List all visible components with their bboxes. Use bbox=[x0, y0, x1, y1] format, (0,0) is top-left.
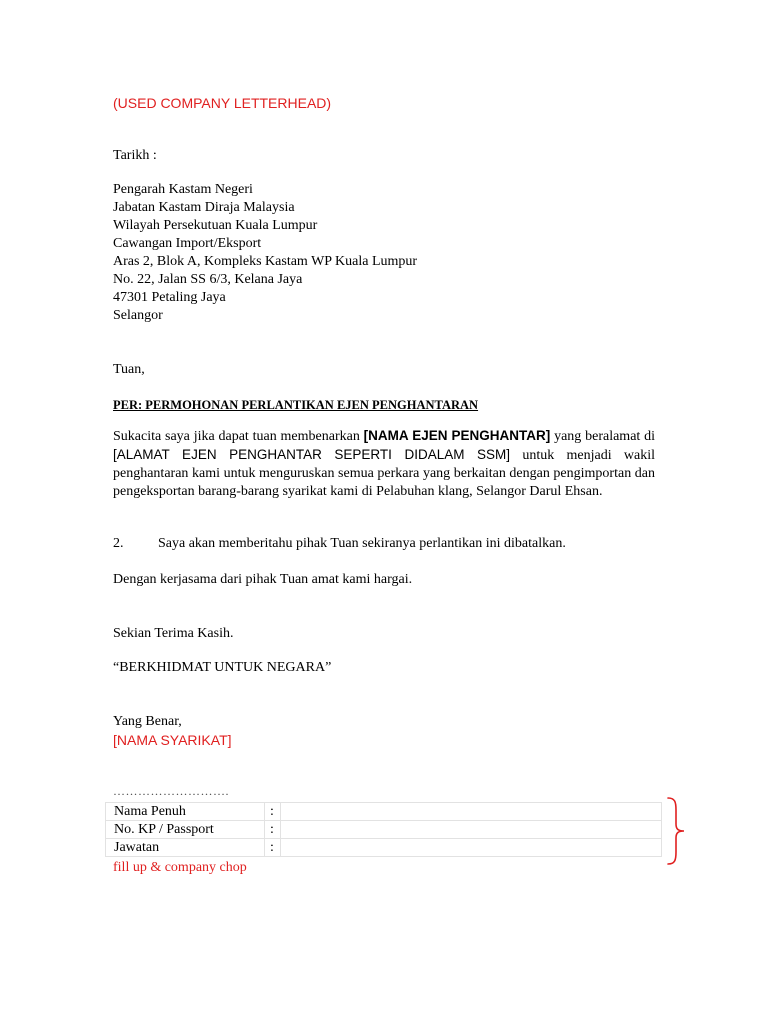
paragraph-number: 2. bbox=[113, 536, 124, 551]
full-name-field[interactable] bbox=[281, 803, 662, 821]
date-label: Tarikh : bbox=[113, 148, 157, 163]
signature-line: ………………………. bbox=[113, 784, 229, 798]
address-line: No. 22, Jalan SS 6/3, Kelana Jaya bbox=[113, 272, 303, 287]
company-name-placeholder: [NAMA SYARIKAT] bbox=[113, 732, 232, 748]
instruction-note: fill up & company chop bbox=[113, 860, 247, 875]
field-colon: : bbox=[265, 803, 281, 821]
motto: “BERKHIDMAT UNTUK NEGARA” bbox=[113, 660, 332, 675]
field-label: Nama Penuh bbox=[106, 803, 265, 821]
address-line: Wilayah Persekutuan Kuala Lumpur bbox=[113, 218, 318, 233]
body-text: Saya akan memberitahu pihak Tuan sekiranya perlantikan ini dibatalkan. bbox=[158, 536, 566, 551]
body-paragraph-1 bbox=[113, 427, 655, 501]
subject-heading: PER: PERMOHONAN PERLANTIKAN EJEN PENGHANTARAN bbox=[113, 398, 479, 412]
position-field[interactable] bbox=[281, 839, 662, 857]
address-line: Aras 2, Blok A, Kompleks Kastam WP Kuala Lumpur bbox=[113, 254, 418, 269]
address-line: 47301 Petaling Jaya bbox=[113, 290, 226, 305]
letterhead-placeholder: (USED COMPANY LETTERHEAD) bbox=[113, 95, 332, 111]
ic-passport-field[interactable] bbox=[281, 821, 662, 839]
curly-brace-icon bbox=[665, 796, 687, 866]
table-row bbox=[106, 839, 662, 857]
address-line: Cawangan Import/Eksport bbox=[113, 236, 262, 251]
body-text: Sukacita saya jika dapat tuan membenarkan bbox=[113, 429, 364, 444]
closing-text: Sekian Terima Kasih. bbox=[113, 626, 234, 641]
address-line: Pengarah Kastam Negeri bbox=[113, 182, 253, 197]
address-line: Selangor bbox=[113, 308, 163, 323]
agent-address-placeholder: [ALAMAT EJEN PENGHANTAR SEPERTI DIDALAM SSM] bbox=[113, 447, 511, 462]
body-text: yang beralamat di bbox=[550, 429, 655, 444]
field-label: No. KP / Passport bbox=[106, 821, 265, 839]
body-paragraph-3: Dengan kerjasama dari pihak Tuan amat kami hargai. bbox=[113, 572, 413, 587]
signature-table bbox=[105, 802, 662, 857]
field-label: Jawatan bbox=[106, 839, 265, 857]
field-colon: : bbox=[265, 821, 281, 839]
recipient-address bbox=[113, 181, 417, 325]
table-row bbox=[106, 803, 662, 821]
field-colon: : bbox=[265, 839, 281, 857]
table-row bbox=[106, 821, 662, 839]
salutation: Tuan, bbox=[113, 362, 145, 377]
sign-off: Yang Benar, bbox=[113, 714, 182, 729]
body-paragraph-2 bbox=[113, 535, 566, 553]
body-text: untuk menjadi wakil penghantaran kami untuk menguruskan semua perkara yang berkaitan dengan pengimportan dan pengeksportan barang-barang syarikat kami di Pelabuhan klang, Selangor Darul Ehsan. bbox=[113, 448, 656, 499]
agent-name-placeholder: [NAMA EJEN PENGHANTAR] bbox=[363, 428, 551, 443]
address-line: Jabatan Kastam Diraja Malaysia bbox=[113, 200, 295, 215]
